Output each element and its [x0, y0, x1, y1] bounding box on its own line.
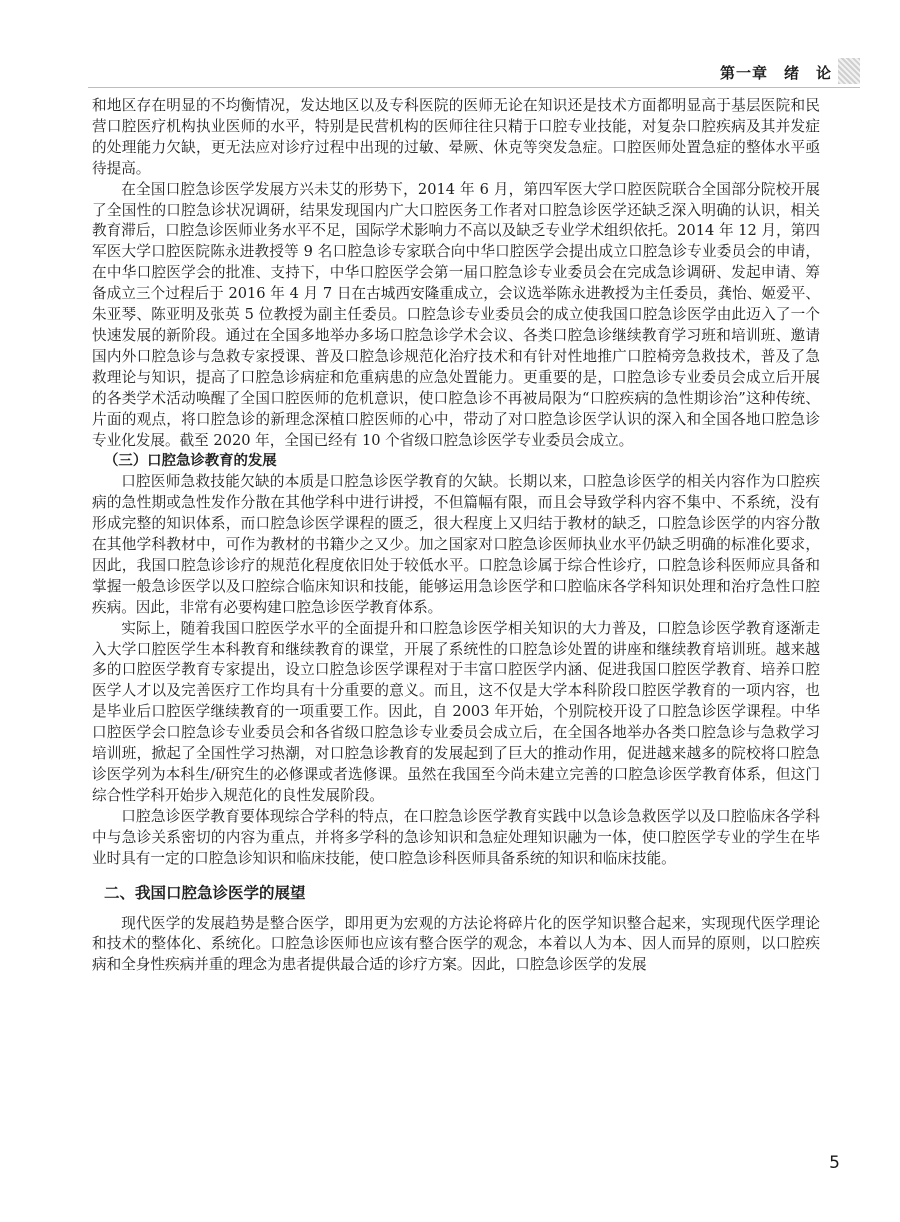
paragraph-3: 口腔医师急救技能欠缺的本质是口腔急诊医学教育的欠缺。长期以来，口腔急诊医学的相关内容作为口腔疾病的急性期或急性发作分散在其他学科中进行讲授，不但篇幅有限，而且会导致学科内容不集中、不系统，没有形成完整的知识体系，而口腔急诊医学课程的匮乏，很大程度上又归结于教材的缺乏，口腔急诊医学的内容分散在其他学科教材中，可作为教材的书籍少之又少。加之国家对口腔急诊医师执业水平仍缺乏明确的标准化要求，因此，我国口腔急诊诊疗的规范化程度依旧处于较低水平。口腔急诊属于综合性诊疗，口腔急诊科医师应具备和掌握一般急诊医学以及口腔综合临床知识和技能，能够运用急诊医学和口腔临床各学科知识处理和治疗急性口腔疾病。因此，非常有必要构建口腔急诊医学教育体系。: [92, 473, 820, 616]
header-divider: [88, 87, 860, 88]
section-heading: 二、我国口腔急诊医学的展望: [104, 883, 306, 902]
running-header: [0, 58, 900, 88]
paragraph-1: 和地区存在明显的不均衡情况，发达地区以及专科医院的医师无论在知识还是技术方面都明显高于基层医院和民营口腔医疗机构执业医师的水平，特别是民营机构的医师往往只精于口腔专业技能，对复杂口腔疾病及其并发症的处理能力欠缺，更无法应对诊疗过程中出现的过敏、晕厥、休克等突发急症。口腔医师处置急症的整体水平亟待提高。: [92, 97, 820, 177]
paragraph-6: 现代医学的发展趋势是整合医学，即用更为宏观的方法论将碎片化的医学知识整合起来，实现现代医学理论和技术的整体化、系统化。口腔急诊医师也应该有整合医学的观念，本着以人为本、因人而异的原则，以口腔疾病和全身性疾病并重的理念为患者提供最合适的诊疗方案。因此，口腔急诊医学的发展: [92, 914, 820, 974]
paragraph-4: 实际上，随着我国口腔医学水平的全面提升和口腔急诊医学相关知识的大力普及，口腔急诊医学教育逐渐走入大学口腔医学生本科教育和继续教育的课堂，开展了系统性的口腔急诊处置的讲座和继续教育培训班。越来越多的口腔医学教育专家提出，设立口腔急诊医学课程对于丰富口腔医学内涵、促进我国口腔医学教育、培养口腔医学人才以及完善医疗工作均具有十分重要的意义。而且，这不仅是大学本科阶段口腔医学教育的一项内容，也是毕业后口腔医学继续教育的一项重要工作。因此，自 2003 年开始，个别院校开设了口腔急诊医学课程。中华口腔医学会口腔急诊专业委员会和各省级口腔急诊专业委员会成立后，在全国各地举办各类口腔急诊与急救学习培训班，掀起了全国性学习热潮，对口腔急诊教育的发展起到了巨大的推动作用，促进越来越多的院校将口腔急诊医学列为本科生/研究生的必修课或者选修课。虽然在我国至今尚未建立完善的口腔急诊医学教育体系，但这门综合性学科开始步入规范化的良性发展阶段。: [92, 619, 820, 804]
chapter-title: 第一章 绪 论: [719, 64, 832, 82]
page-body: [92, 96, 820, 976]
subsection-heading: （三）口腔急诊教育的发展: [104, 453, 277, 470]
paragraph-2: 在全国口腔急诊医学发展方兴未艾的形势下，2014 年 6 月，第四军医大学口腔医院联合全国部分院校开展了全国性的口腔急诊状况调研，结果发现国内广大口腔医务工作者对口腔急诊医学还缺乏深入明确的认识，相关教育滞后，口腔急诊医师业务水平不足，国际学术影响力不高以及缺乏专业学术组织依托。2014 年 12 月，第四军医大学口腔医院陈永进教授等 9 名口腔急诊专家联合向中华口腔医学会提出成立口腔急诊专业委员会的申请，在中华口腔医学会的批准、支持下，中华口腔医学会第一届口腔急诊专业委员会在完成急诊调研、发起申请、筹备成立三个过程后于 2016 年 4 月 7 日在古城西安隆重成立，会议选举陈永进教授为主任委员，龚怡、姬爱平、朱亚琴、陈亚明及张英 5 位教授为副主任委员。口腔急诊专业委员会的成立使我国口腔急诊医学由此迈入了一个快速发展的新阶段。通过在全国多地举办多场口腔急诊学术会议、各类口腔急诊继续教育学习班和培训班、邀请国内外口腔急诊与急救专家授课、普及口腔急诊规范化治疗技术和有针对性地推广口腔椅旁急救技术，普及了急救理论与知识，提高了口腔急诊病症和危重病患的应急处置能力。更重要的是，口腔急诊专业委员会成立后开展的各类学术活动唤醒了全国口腔医师的危机意识，使口腔急诊不再被局限为“口腔疾病的急性期诊治”这种传统、片面的观点，将口腔急诊的新理念深植口腔医师的心中，带动了对口腔急诊医学认识的深入和全国各地口腔急诊专业化发展。截至 2020 年，全国已经有 10 个省级口腔急诊医学专业委员会成立。: [92, 180, 820, 449]
page-number: 5: [829, 1153, 840, 1173]
header-tab-marker: [838, 58, 860, 84]
paragraph-5: 口腔急诊医学教育要体现综合学科的特点，在口腔急诊医学教育实践中以急诊急救医学以及口腔临床各学科中与急诊关系密切的内容为重点，并将多学科的急诊知识和急症处理知识融为一体，使口腔医学专业的学生在毕业时具有一定的口腔急诊知识和临床技能，使口腔急诊科医师具备系统的知识和临床技能。: [92, 807, 820, 867]
